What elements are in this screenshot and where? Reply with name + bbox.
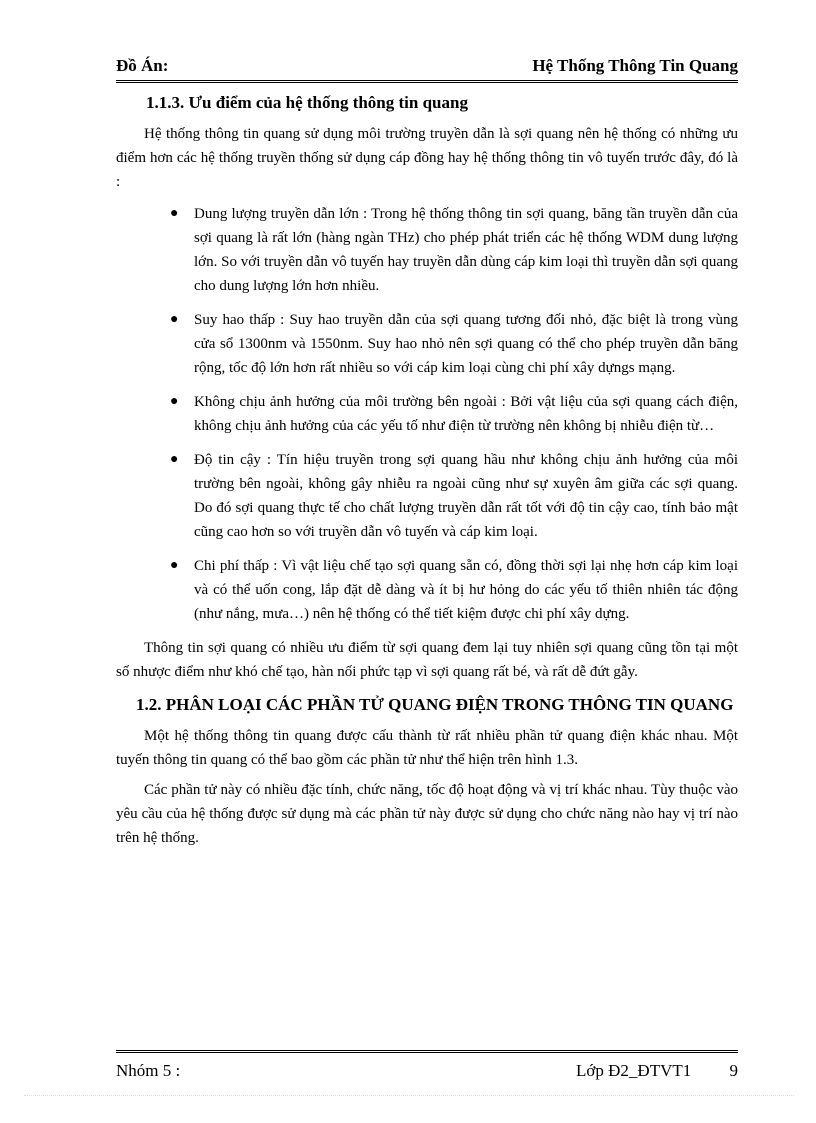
page-number: 9 xyxy=(729,1061,738,1080)
footer-group-label: Nhóm 5 : xyxy=(116,1061,181,1080)
list-item xyxy=(116,554,738,626)
section-1-2-paragraph-1: Một hệ thống thông tin quang được cấu thành từ rất nhiều phần tử quang điện khác nhau. Một tuyến thông tin quang có thể bao gồm các phần tử như thể hiện trên hình 1.3. xyxy=(116,728,738,768)
footer-class-label: Lớp Đ2_ĐTVT1 xyxy=(576,1061,692,1080)
list-item xyxy=(116,390,738,438)
list-item-text: Độ tin cậy : Tín hiệu truyền trong sợi quang hầu như không chịu ảnh hưởng của môi trường bên ngoài, không gây nhiễu ra ngoài cũng như sự xuyên âm giữa các sợi quang. Do đó sợi quang thực tế cho chất lượng truyền dẫn rất tốt với độ tin cậy cao, tính bảo mật cũng cao hơn so với truyền dẫn vô tuyến và cáp kim loại. xyxy=(194,452,738,540)
intro-paragraph: Hệ thống thông tin quang sử dụng môi trường truyền dẫn là sợi quang nên hệ thống có những ưu điểm hơn các hệ thống truyền thống sử dụng cáp đồng hay hệ thống thông tin vô tuyến trước đây, đó là : xyxy=(116,126,738,190)
section-heading-1-2: 1.2. PHÂN LOẠI CÁC PHẦN TỬ QUANG ĐIỆN TRONG THÔNG TIN QUANG xyxy=(136,695,734,714)
page-footer xyxy=(116,1050,738,1080)
list-item xyxy=(116,202,738,298)
list-item-text: Suy hao thấp : Suy hao truyền dẫn của sợi quang tương đối nhỏ, đặc biệt là trong vùng cửa sổ 1300nm và 1550nm. Suy hao nhỏ nên sợi quang có thể cho phép truyền dẫn băng rộng, tốc độ lớn hơn rất nhiều so với cáp kim loại cùng chi phí xây dựngs mạng. xyxy=(194,312,738,376)
bullet-icon: ● xyxy=(170,452,179,467)
closing-paragraph: Thông tin sợi quang có nhiều ưu điểm từ sợi quang đem lại tuy nhiên sợi quang cũng tồn tại một số nhược điểm như khó chế tạo, hàn nối phức tạp vì sợi quang rất bé, và rất dễ đứt gẫy. xyxy=(116,640,738,680)
header-project-label: Đồ Án: xyxy=(116,56,169,75)
bullet-icon: ● xyxy=(170,312,179,327)
section-heading-1-1-3: 1.1.3. Ưu điểm của hệ thống thông tin quang xyxy=(146,93,468,112)
list-item-text: Dung lượng truyền dẫn lớn : Trong hệ thống thông tin sợi quang, băng tần truyền dẫn của sợi quang là rất lớn (hàng ngàn THz) cho phép phát triển các hệ thống WDM dung lượng lớn. So với truyền dẫn vô tuyến hay truyền dẫn dùng cáp kim loại thì truyền dẫn sợi quang cho dung lượng lớn hơn nhiều. xyxy=(194,206,738,294)
page-edge-divider xyxy=(24,1095,794,1096)
advantages-list xyxy=(116,202,738,626)
header-document-title: Hệ Thống Thông Tin Quang xyxy=(532,56,738,75)
list-item-text: Không chịu ảnh hưởng của môi trường bên ngoài : Bởi vật liệu của sợi quang cách điện, không chịu ảnh hưởng của các yếu tố như điện từ trường nên không bị nhiễu điện từ… xyxy=(194,394,738,434)
bullet-icon: ● xyxy=(170,558,179,573)
section-1-2-paragraph-2: Các phần tử này có nhiều đặc tính, chức năng, tốc độ hoạt động và vị trí khác nhau. Tùy thuộc vào yêu cầu của hệ thống được sử dụng mà các phần tử này được sử dụng cho chức năng nào hay vị trí nào trên hệ thống. xyxy=(116,782,738,846)
list-item xyxy=(116,308,738,380)
bullet-icon: ● xyxy=(170,394,179,409)
bullet-icon: ● xyxy=(170,206,179,221)
list-item xyxy=(116,448,738,544)
footer-class-info xyxy=(576,1061,738,1081)
list-item-text: Chi phí thấp : Vì vật liệu chế tạo sợi quang sẵn có, đồng thời sợi lại nhẹ hơn cáp kim loại và có thể uốn cong, lắp đặt dễ dàng và ít bị hư hỏng do các yếu tố thiên nhiên tác động (như nắng, mưa…) nên hệ thống có thể tiết kiệm được chi phí xây dựng. xyxy=(194,558,738,622)
page-body xyxy=(116,90,738,850)
page-header xyxy=(116,56,738,83)
